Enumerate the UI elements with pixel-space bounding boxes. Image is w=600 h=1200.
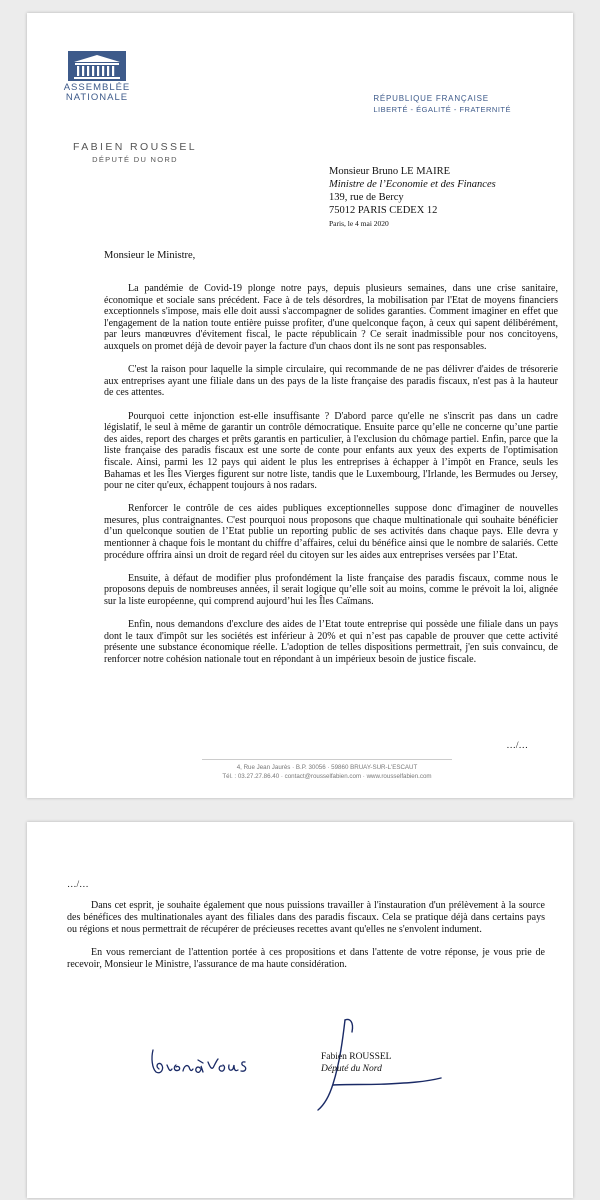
letter-page-1 xyxy=(27,13,573,798)
letter-page-2 xyxy=(27,822,573,1198)
salutation: Monsieur le Ministre, xyxy=(104,250,196,261)
author-name: FABIEN ROUSSEL xyxy=(72,141,198,153)
footer-contact: Tél. : 03.27.27.86.40 · contact@rousselfabien.com · www.rousselfabien.com xyxy=(222,772,432,780)
recipient-street: 139, rue de Bercy xyxy=(329,192,404,203)
assemblee-nationale-logo xyxy=(54,51,140,103)
paragraph: Ensuite, à défaut de modifier plus profondément la liste française des paradis fiscaux, comme nous le proposons depuis de nombreuses années, il serait logique qu’elle soit au moins, comme le prévoit la loi, alignée sur la liste européenne, qui comprend aujourd’hui les Îles Caïmans. xyxy=(104,572,558,608)
signature-block xyxy=(321,1051,391,1075)
signatory-role: Député du Nord xyxy=(321,1064,382,1074)
footer-address: 4, Rue Jean Jaurès · B.P. 30056 · 59860 BRUAY-SUR-L'ESCAUT xyxy=(236,764,418,771)
logo-line-2: NATIONALE xyxy=(65,92,129,103)
letter-date: Paris, le 4 mai 2020 xyxy=(329,219,389,228)
paragraph: Pourquoi cette injonction est-elle insuffisante ? D'abord parce qu'elle ne s'inscrit pas dans un cadre législatif, le seul à même de garantir un contrôle démocratique. Ensuite parce qu’elle ne concerne qu’une partie des aides, report des charges et prêts garantis en particulier, à l'exclusion du chômage partiel. Enfin, parce que la liste française des paradis fiscaux est une sorte de conte pour enfants aux yeux des experts de l'optimisation fiscale. Ainsi, parmi les 12 pays qui aident le plus les entreprises à échapper à l’impôt en France, seuls les Bahamas et les Îles Vierges figurent sur notre liste, tandis que le Luxembourg, l'Irlande, les Bermudes ou Jersey, pour ne citer qu'eux, échappent toujours à nos radars. xyxy=(104,410,558,492)
paragraph: C'est la raison pour laquelle la simple circulaire, qui recommande de ne pas délivrer d'aides de trésorerie aux entreprises ayant une filiale dans un des pays de la liste française des paradis fiscaux, n'est pas à la hauteur de ces attentes. xyxy=(104,364,558,399)
author-role: DÉPUTÉ DU NORD xyxy=(92,155,178,164)
paragraph: La pandémie de Covid-19 plonge notre pays, depuis plusieurs semaines, dans une crise sanitaire, économique et sociale sans précédent. Face à de tels désordres, la mobilisation par l'Etat de moyens financiers exceptionnels s'impose, mais elle doit aussi s'accompagner de solides garanties. Comment imaginer en effet que l'engagement de la nation toute entière puisse profiter, d'une quelconque façon, à ceux qui sapent délibérément, par leurs manœuvres d'évitement fiscal, le pacte républicain ? Ce serait inadmissible pour nos concitoyens, auxquels on promet déjà de devoir payer la facture d'un chaos dont ils ne sont pas responsables. xyxy=(104,283,558,352)
handwritten-note-icon xyxy=(152,1050,246,1073)
paragraph: Enfin, nous demandons d'exclure des aides de l’Etat toute entreprise qui possède une filiale dans un pays dont le taux d'impôt sur les sociétés est inférieur à 20% et qui n’est pas capable de prouver que cette activité présente une substance économique réelle. L'adoption de telles dispositions permettrait, j'en suis convaincu, de renforcer notre cohésion nationale tout en répondant à un impérieux besoin de justice fiscale. xyxy=(104,619,558,665)
recipient-title: Ministre de l’Economie et des Finances xyxy=(329,179,496,190)
republic-motto: LIBERTÉ - ÉGALITÉ - FRATERNITÉ xyxy=(373,105,511,114)
letter-body-page-1 xyxy=(104,283,558,677)
logo-line-1: ASSEMBLÉE xyxy=(63,82,131,93)
paragraph: Dans cet esprit, je souhaite également que nous puissions travailler à l'instauration d'un prélèvement à la source des bénéfices des multinationales ayant des filiales dans des paradis fiscaux. Cela se pratique déjà dans certains pays ou régions et nous permettrait de récupérer de précieuses recettes avant qu'elles ne s'envolent indument. xyxy=(67,900,545,935)
republic-label: RÉPUBLIQUE FRANÇAISE xyxy=(373,94,489,103)
parliament-building-icon xyxy=(68,51,126,81)
continued-marker: …/… xyxy=(506,741,528,751)
signature-area xyxy=(27,822,573,1198)
republic-block xyxy=(373,94,511,114)
continued-from-marker: …/… xyxy=(67,880,89,890)
recipient-name: Monsieur Bruno LE MAIRE xyxy=(329,166,451,177)
author-block xyxy=(65,141,205,164)
recipient-address xyxy=(329,165,496,217)
signatory-name: Fabien ROUSSEL xyxy=(321,1052,392,1062)
letterhead-footer xyxy=(202,759,452,781)
paragraph: Renforcer le contrôle de ces aides publiques exceptionnelles suppose donc d'imaginer de nouvelles mesures, plus contraignantes. C'est pourquoi nous proposons que chaque multinationale qui souhaite bénéficier d’un quelconque soutien de l’Etat publie un reporting public de ses activités dans chaque pays. Elle devra y mentionner à chaque fois le montant du chiffre d’affaires, celui du bénéfice ainsi que le nombre de salariés. Cette procédure offrira ainsi un droit de regard réel du citoyen sur les aides aux entreprises versées par l’Etat. xyxy=(104,503,558,561)
paragraph: En vous remerciant de l'attention portée à ces propositions et dans l'attente de votre réponse, je vous prie de recevoir, Monsieur le Ministre, l'assurance de ma haute considération. xyxy=(67,947,545,970)
recipient-city: 75012 PARIS CEDEX 12 xyxy=(329,205,438,216)
